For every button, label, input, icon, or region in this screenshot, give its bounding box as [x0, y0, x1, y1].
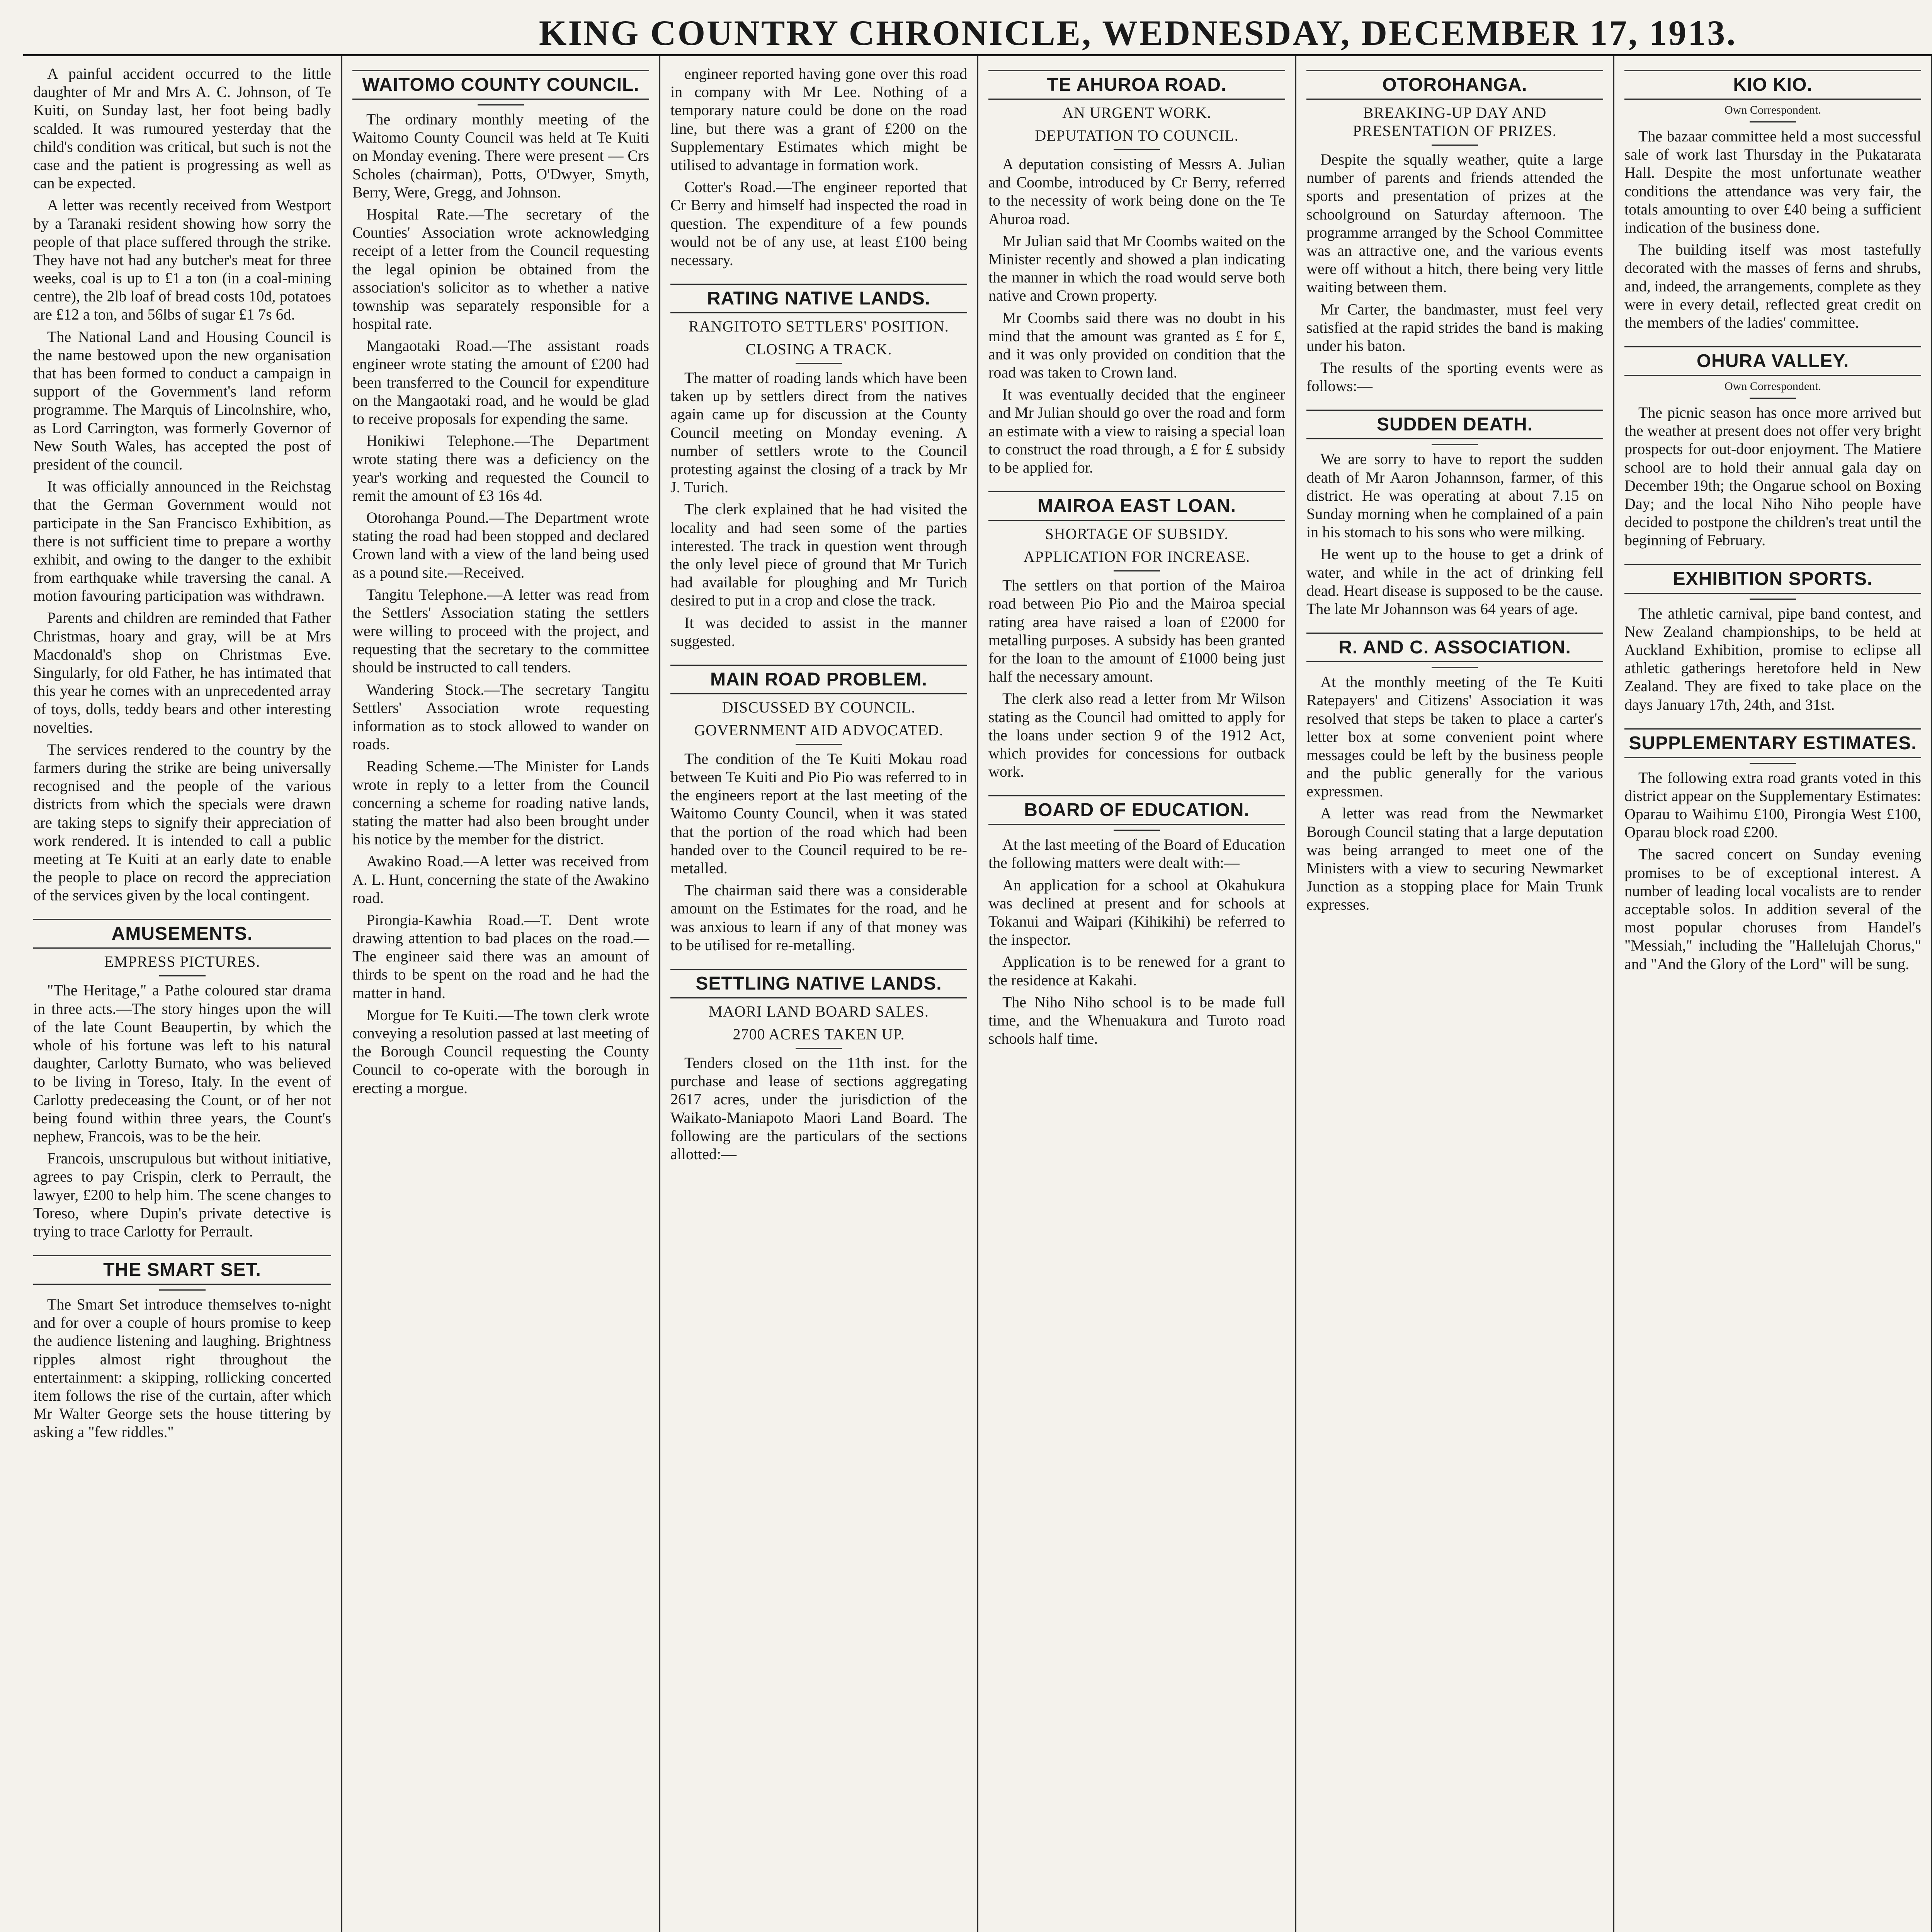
article-heading: MAIROA EAST LOAN. [988, 491, 1285, 521]
section-rule [159, 1289, 206, 1291]
article-subheading: MAORI LAND BOARD SALES. [709, 1002, 929, 1020]
article-paragraph: The following extra road grants voted in this district appear on the Supplementary Estimates: Oparau to Waihimu £100, Pirongia West £100, Oparau block road £200. [1624, 769, 1921, 841]
article-heading: THE SMART SET. [33, 1255, 331, 1285]
section-rule [1114, 149, 1160, 150]
article-paragraph: It was decided to assist in the manner suggested. [670, 614, 967, 650]
section-rule [1114, 570, 1160, 571]
section-rule [1432, 444, 1478, 445]
article [1624, 564, 1921, 714]
article [988, 795, 1285, 1048]
article-heading: R. AND C. ASSOCIATION. [1306, 633, 1603, 662]
article-subheading: CLOSING A TRACK. [745, 340, 892, 358]
article-subheading: DEPUTATION TO COUNCIL. [1035, 127, 1239, 144]
article-paragraph: The condition of the Te Kuiti Mokau road between Te Kuiti and Pio Pio was referred to in the engineers report at the last meeting of the Waitomo County Council, when it was stated that the portion of the road which had been handed over to the Council required to be re-metalled. [670, 750, 967, 877]
article-paragraph: Application is to be renewed for a grant to the residence at Kakahi. [988, 953, 1285, 989]
article-paragraph: Tangitu Telephone.—A letter was read from the Settlers' Association stating the settlers were willing to proceed with the project, and requesting that the secretary to the committee should be instructed to call tenders. [352, 585, 649, 676]
section-rule [478, 104, 524, 105]
article-paragraph: The ordinary monthly meeting of the Waitomo County Council was held at Te Kuiti on Monday evening. There were present — Crs Scholes (chairman), Potts, O'Dwyer, Smyth, Berry, Were, Gregg, and Johnson. [352, 111, 649, 201]
article-byline: Own Correspondent. [1725, 380, 1821, 393]
article-paragraph: "The Heritage," a Pathe coloured star drama in three acts.—The story hinges upon the will of the late Count Beaupertin, by which the whole of his fortune was left to his natural daughter, Carlotty Burnato, who was believed to be living in Toreso, Italy. In the event of Carlotty predeceasing the Count, or of her not being found within three years, the Count's nephew, Francois, was to be the heir. [33, 981, 331, 1145]
article-paragraph: Mr Carter, the bandmaster, must feel very satisfied at the rapid strides the band is making under his baton. [1306, 300, 1603, 354]
article [988, 491, 1285, 781]
columns [23, 56, 1932, 1932]
article-paragraph: At the monthly meeting of the Te Kuiti Ratepayers' and Citizens' Association it was resolved that steps be taken to place a carter's letter box at some convenient point where messages could be left by the business people and the public generally for the various expressmen. [1306, 673, 1603, 800]
article-subheading: EMPRESS PICTURES. [104, 953, 260, 971]
article-paragraph: Hospital Rate.—The secretary of the Counties' Association wrote acknowledging receipt of a letter from the Council requesting the legal opinion be obtained from the association's solicitor as to whether a native township was separately responsible for a hospital rate. [352, 205, 649, 333]
section-rule [1750, 398, 1796, 399]
article-heading: WAITOMO COUNTY COUNCIL. [352, 70, 649, 100]
article-paragraph: The matter of roading lands which have been taken up by settlers direct from the natives again came up for discussion at the County Council meeting on Monday evening. A number of settlers wrote to the Council protesting against the closing of a track by Mr J. Turich. [670, 369, 967, 496]
article-subheading: RANGITOTO SETTLERS' POSITION. [689, 318, 949, 335]
article-paragraph: The picnic season has once more arrived but the weather at present does not offer very bright prospects for out-door enjoyment. The Matiere school are to hold their annual gala day on December 19th; the Ongarue school on Boxing Day; and the local Niho Niho people have decided to postpone the children's treat until the beginning of February. [1624, 404, 1921, 549]
masthead-title: KING COUNTRY CHRONICLE, WEDNESDAY, DECEMBER 17, 1913. [539, 13, 1737, 53]
article-paragraph: Wandering Stock.—The secretary Tangitu Settlers' Association wrote requesting information as to stock allowed to wander on roads. [352, 680, 649, 753]
column-3 [659, 56, 977, 1932]
article-subheading: SHORTAGE OF SUBSIDY. [1045, 525, 1229, 543]
article-paragraph: engineer reported having gone over this road in company with Mr Lee. Nothing of a temporary nature could be done on the road line, but there was a grant of £200 on the Supplementary Estimates which might be utilised to advantage in formation work. [670, 65, 967, 173]
article-paragraph: The clerk explained that he had visited the locality and had seen some of the parties interested. The track in question went through the only level piece of ground that Mr Turich had available for ploughing and Mr Turich desired to put in a crop and close the track. [670, 500, 967, 609]
section-rule [1750, 121, 1796, 122]
article-heading: AMUSEMENTS. [33, 919, 331, 949]
section-rule [1114, 830, 1160, 831]
article-paragraph: The Niho Niho school is to be made full time, and the Whenuakura and Turoto road schools half time. [988, 993, 1285, 1048]
article-paragraph: Cotter's Road.—The engineer reported that Cr Berry and himself had inspected the road in question. The expenditure of a few pounds would not be of any use, at least £100 being necessary. [670, 178, 967, 269]
section-rule [1750, 763, 1796, 764]
article-subheading: GOVERNMENT AID ADVOCATED. [694, 721, 944, 739]
article-paragraph: The clerk also read a letter from Mr Wilson stating as the Council had omitted to apply for the loans under section 9 of the 1912 Act, which provides for concessions for outback work. [988, 690, 1285, 781]
article-byline: Own Correspondent. [1725, 104, 1821, 116]
article-paragraph: We are sorry to have to report the sudden death of Mr Aaron Johannson, farmer, of this district. He was operating at about 7.15 on Sunday morning when he complained of a pain in his stomach to his sons who were milking. [1306, 450, 1603, 541]
column-2 [341, 56, 659, 1932]
article-paragraph: Despite the squally weather, quite a large number of parents and friends attended the sports and presentation of prizes at the schoolground on Saturday afternoon. The programme arranged by the School Committee was an attractive one, and the various events were off without a hitch, there being very little waiting between them. [1306, 151, 1603, 296]
article-subheading: DISCUSSED BY COUNCIL. [722, 698, 916, 716]
article [1624, 728, 1921, 973]
article [670, 665, 967, 954]
article-paragraph: Morgue for Te Kuiti.—The town clerk wrote conveying a resolution passed at last meeting of the Borough Council requesting the County Council to co-operate with the borough in erecting a morgue. [352, 1006, 649, 1097]
article-paragraph: The results of the sporting events were as follows:— [1306, 359, 1603, 395]
article-subheading: BREAKING-UP DAY AND PRESENTATION OF PRIZES. [1353, 104, 1557, 139]
article-paragraph: Mangaotaki Road.—The assistant roads engineer wrote stating the amount of £200 had been transferred to the Council for expenditure on the Mangaotaki road, and he would be glad to receive proposals for expending the same. [352, 337, 649, 427]
article-paragraph: It was officially announced in the Reichstag that the German Government would not participate in the San Francisco Exhibition, as there is not sufficient time to prepare a worthy exhibit, and owing to the danger to the exhibit from earthquake while traversing the canal. A motion favouring participation was withdrawn. [33, 478, 331, 605]
article-paragraph: A letter was read from the Newmarket Borough Council stating that a large deputation was being arranged to meet one of the Ministers with a view to securing Newmarket Junction as a stopping place for Main Trunk expresses. [1306, 804, 1603, 913]
article-paragraph: Mr Coombs said there was no doubt in his mind that the amount was granted as £ for £, and it was only provided on condition that the road was taken to Crown land. [988, 309, 1285, 381]
article-heading: SUDDEN DEATH. [1306, 410, 1603, 439]
masthead [23, 12, 1932, 56]
article-heading: OTOROHANGA. [1306, 70, 1603, 100]
article [670, 969, 967, 1163]
article-paragraph: A letter was recently received from Westport by a Taranaki resident showing how sorry the people of that place suffered through the strike. They have not had any butcher's meat for three weeks, coal is up to £1 a ton (in a coal-mining centre), the 2lb loaf of bread costs 10d, potatoes are £12 a ton, and 56lbs of sugar £1 7s 6d. [33, 196, 331, 323]
article-paragraph: Francois, unscrupulous but without initiative, agrees to pay Crispin, clerk to Perrault, the lawyer, £200 to help him. The scene changes to Toreso, where Dupin's private detective is trying to trace Carlotty for Perrault. [33, 1150, 331, 1240]
article-paragraph: A deputation consisting of Messrs A. Julian and Coombe, introduced by Cr Berry, referred to the necessity of work being done on the Te Ahuroa road. [988, 155, 1285, 228]
article [670, 284, 967, 650]
article-paragraph: The sacred concert on Sunday evening promises to be of exceptional interest. A number of leading local vocalists are to render acceptable solos. In addition several of the most popular choruses from Handel's "Messiah," including the "Hallelujah Chorus," and "And the Glory of the Lord" will be sung. [1624, 845, 1921, 973]
article [33, 1255, 331, 1441]
article [670, 65, 967, 269]
article-paragraph: The Smart Set introduce themselves to-night and for over a couple of hours promise to keep the audience listening and laughing. Brightness ripples almost right throughout the entertainment: a skipping, rollicking concerted item follows the rise of the curtain, after which Mr Walter George sets the house tittering by asking a "few riddles." [33, 1296, 331, 1441]
article-paragraph: It was eventually decided that the engineer and Mr Julian should go over the road and form an estimate with a view to raising a special loan to construct the road through, a £ for £ subsidy to be applied for. [988, 386, 1285, 476]
article [1306, 70, 1603, 395]
article [1306, 633, 1603, 913]
article-subheading: APPLICATION FOR INCREASE. [1023, 548, 1250, 566]
article-paragraph: Honikiwi Telephone.—The Department wrote stating there was a deficiency on the year's working and requested the Council to remit the amount of £3 16s 4d. [352, 432, 649, 504]
article-paragraph: A painful accident occurred to the little daughter of Mr and Mrs A. C. Johnson, of Te Kuiti, on Sunday last, her foot being badly scalded. It was rumoured yesterday that the child's condition was critical, but such is not the case and the patient is progressing as well as can be expected. [33, 65, 331, 192]
article-paragraph: An application for a school at Okahukura was declined at present and for schools at Tokanui and Waipari (Kihikihi) be referred to the inspector. [988, 876, 1285, 949]
article-heading: OHURA VALLEY. [1624, 346, 1921, 376]
section-rule [159, 975, 206, 976]
article [988, 70, 1285, 476]
section-rule [796, 744, 842, 745]
column-6 [1613, 56, 1931, 1932]
article-subheading: AN URGENT WORK. [1062, 104, 1211, 121]
column-5 [1295, 56, 1613, 1932]
article [1624, 346, 1921, 549]
article-heading: MAIN ROAD PROBLEM. [670, 665, 967, 694]
column-4 [977, 56, 1295, 1932]
article-paragraph: The chairman said there was a considerable amount on the Estimates for the road, and he was anxious to learn if any of that money was to be utilised for re-metalling. [670, 881, 967, 954]
article [33, 65, 331, 904]
article-paragraph: Reading Scheme.—The Minister for Lands wrote in reply to a letter from the Council concerning a scheme for roading native lands, stating the matter had also been brought under his notice by the member for the district. [352, 757, 649, 848]
section-rule [796, 1048, 842, 1049]
article-paragraph: Otorohanga Pound.—The Department wrote stating the road had been stopped and declared Crown land with a view of the land being used as a pound site.—Received. [352, 509, 649, 581]
article-paragraph: The bazaar committee held a most successful sale of work last Thursday in the Pukatarata Hall. Despite the most unfortunate weather conditions the attendance was very fair, the totals amounting to over £40 being a sufficient indication of the business done. [1624, 128, 1921, 236]
article-paragraph: The building itself was most tastefully decorated with the masses of ferns and shrubs, and, indeed, the arrangements, complete as they were in every detail, reflected great credit on the members of the ladies' committee. [1624, 241, 1921, 331]
article-heading: EXHIBITION SPORTS. [1624, 564, 1921, 594]
article-paragraph: The settlers on that portion of the Mairoa road between Pio Pio and the Mairoa special rating area have raised a loan of £2000 for metalling purposes. A subsidy has been granted for the loan to the amount of £1000 being just half the necessary amount. [988, 577, 1285, 685]
article-paragraph: Mr Julian said that Mr Coombs waited on the Minister recently and showed a plan indicating the manner in which the road would serve both native and Crown property. [988, 232, 1285, 304]
article-paragraph: The National Land and Housing Council is the name bestowed upon the new organisation that has been formed to conduct a campaign in support of the Government's land reform programme. The Marquis of Lincolnshire, who, as Lord Carrington, was formerly Governor of New South Wales, has accepted the post of president of the council. [33, 328, 331, 473]
article-subheading: 2700 ACRES TAKEN UP. [733, 1025, 905, 1043]
article-heading: KIO KIO. [1624, 70, 1921, 100]
article-paragraph: At the last meeting of the Board of Education the following matters were dealt with:— [988, 836, 1285, 872]
article-paragraph: He went up to the house to get a drink of water, and while in the act of drinking fell dead. Heart disease is supposed to be the cause. The late Mr Johannson was 64 years of age. [1306, 545, 1603, 617]
article-heading: BOARD OF EDUCATION. [988, 795, 1285, 825]
column-1 [23, 56, 341, 1932]
article-heading: SUPPLEMENTARY ESTIMATES. [1624, 728, 1921, 758]
section-rule [1432, 145, 1478, 146]
article-paragraph: Parents and children are reminded that Father Christmas, hoary and gray, will be at Mrs Macdonald's shop on Christmas Eve. Singularly, for old Father, he has intimated that this year he comes with an unprecedented array of toys, dolls, teddy bears and other interesting novelties. [33, 609, 331, 736]
article [1624, 70, 1921, 332]
article-heading: TE AHUROA ROAD. [988, 70, 1285, 100]
article-heading: RATING NATIVE LANDS. [670, 284, 967, 313]
section-rule [1432, 667, 1478, 668]
article-paragraph: Pirongia-Kawhia Road.—T. Dent wrote drawing attention to bad places on the road.—The engineer said there was an amount of thirds to be spent on the road and he had the matter in hand. [352, 911, 649, 1002]
article-heading: SETTLING NATIVE LANDS. [670, 969, 967, 998]
article [33, 919, 331, 1240]
article [352, 70, 649, 1097]
section-rule [1750, 599, 1796, 600]
article-paragraph: The athletic carnival, pipe band contest, and New Zealand championships, to be held at Auckland Exhibition, promise to eclipse all athletic gatherings heretofore held in New Zealand. They are fixed to take place on the days January 17th, 24th, and 31st. [1624, 604, 1921, 713]
article-paragraph: Tenders closed on the 11th inst. for the purchase and lease of sections aggregating 2617 acres, under the jurisdiction of the Waikato-Maniapoto Maori Land Board. The following are the particulars of the sections allotted:— [670, 1054, 967, 1163]
section-rule [796, 363, 842, 364]
article [1306, 410, 1603, 618]
article-paragraph: Awakino Road.—A letter was received from A. L. Hunt, concerning the state of the Awakino road. [352, 852, 649, 906]
article-paragraph: The services rendered to the country by the farmers during the strike are being universally recognised and the people of the various districts from which the specials were drawn are taking steps to signify their appreciation of work rendered. It is intended to call a public meeting at Te Kuiti at an early date to enable the people to place on record the appreciation of the services given by the local contingent. [33, 740, 331, 904]
